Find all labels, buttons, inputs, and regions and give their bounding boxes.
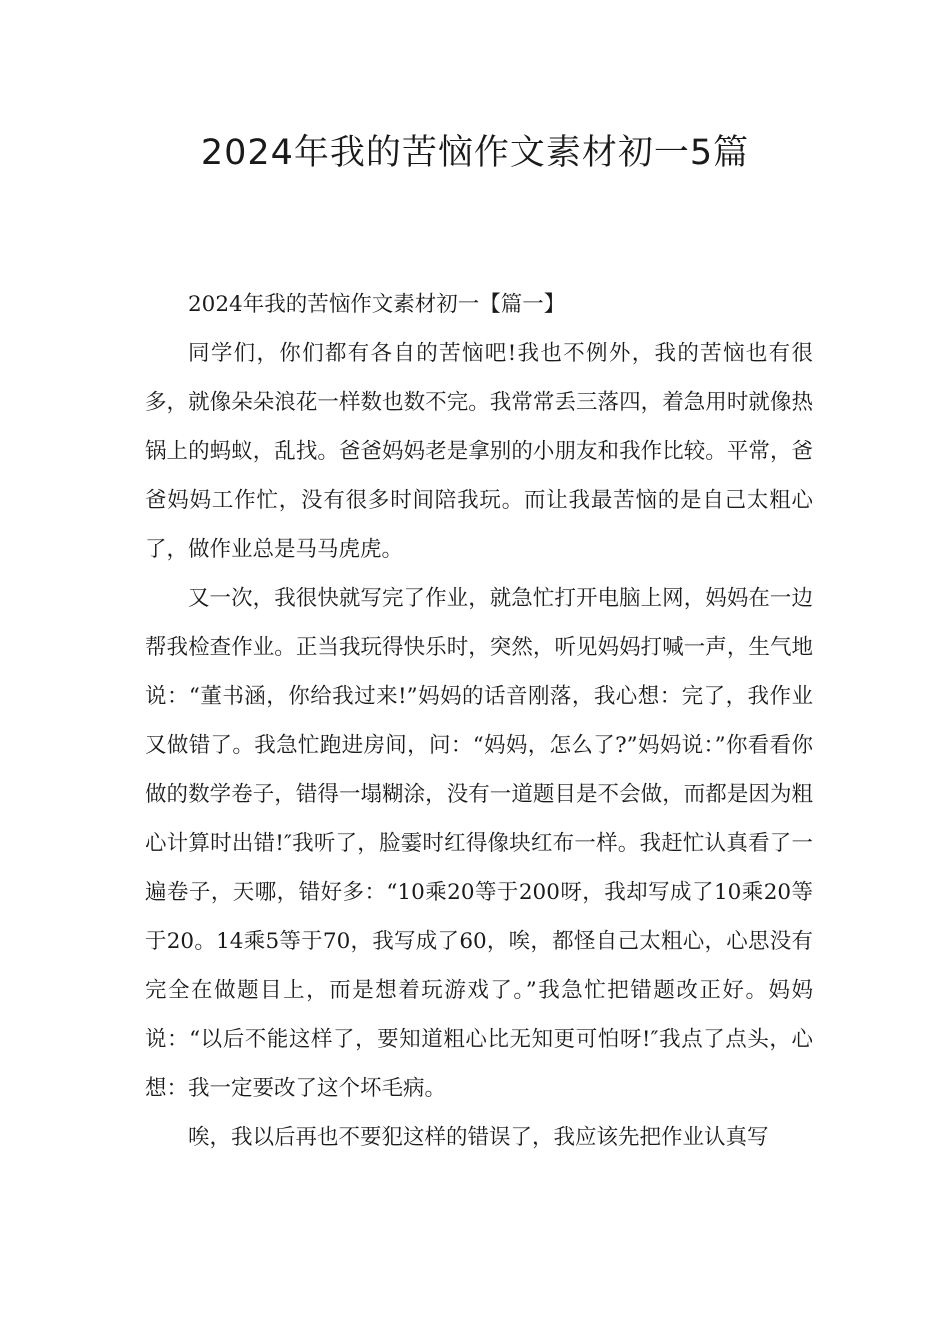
paragraph-3: 唉，我以后再也不要犯这样的错误了，我应该先把作业认真写 [188,1125,769,1150]
section-heading: 2024年我的苦恼作文素材初一【篇一】 [188,292,566,317]
document-title: 2024年我的苦恼作文素材初一5篇 [200,133,750,173]
document-body [145,280,813,1162]
paragraph-2: 又一次，我很快就写完了作业，就急忙打开电脑上网，妈妈在一边帮我检查作业。正当我玩得快乐时，突然，听见妈妈打喊一声，生气地说：“董书涵，你给我过来!”妈妈的话音刚落，我心想：完了，我作业又做错了。我急忙跑进房间，问：“妈妈，怎么了?”妈妈说：”你看看你做的数学卷子，错得一塌糊涂，没有一道题目是不会做，而都是因为粗心计算时出错!″我听了，脸霎时红得像块红布一样。我赶忙认真看了一遍卷子，天哪，错好多：“10乘20等于200呀，我却写成了10乘20等于20。14乘5等于70，我写成了60，唉，都怪自己太粗心，心思没有完全在做题目上，而是想着玩游戏了。”我急忙把错题改正好。妈妈说：“以后不能这样了，要知道粗心比无知更可怕呀!″我点了点头，心想：我一定要改了这个坏毛病。 [145,586,813,1101]
paragraph-1: 同学们，你们都有各自的苦恼吧!我也不例外，我的苦恼也有很多，就像朵朵浪花一样数也数不完。我常常丢三落四，着急用时就像热锅上的蚂蚁，乱找。爸爸妈妈老是拿别的小朋友和我作比较。平常，爸爸妈妈工作忙，没有很多时间陪我玩。而让我最苦恼的是自己太粗心了，做作业总是马马虎虎。 [145,341,813,562]
